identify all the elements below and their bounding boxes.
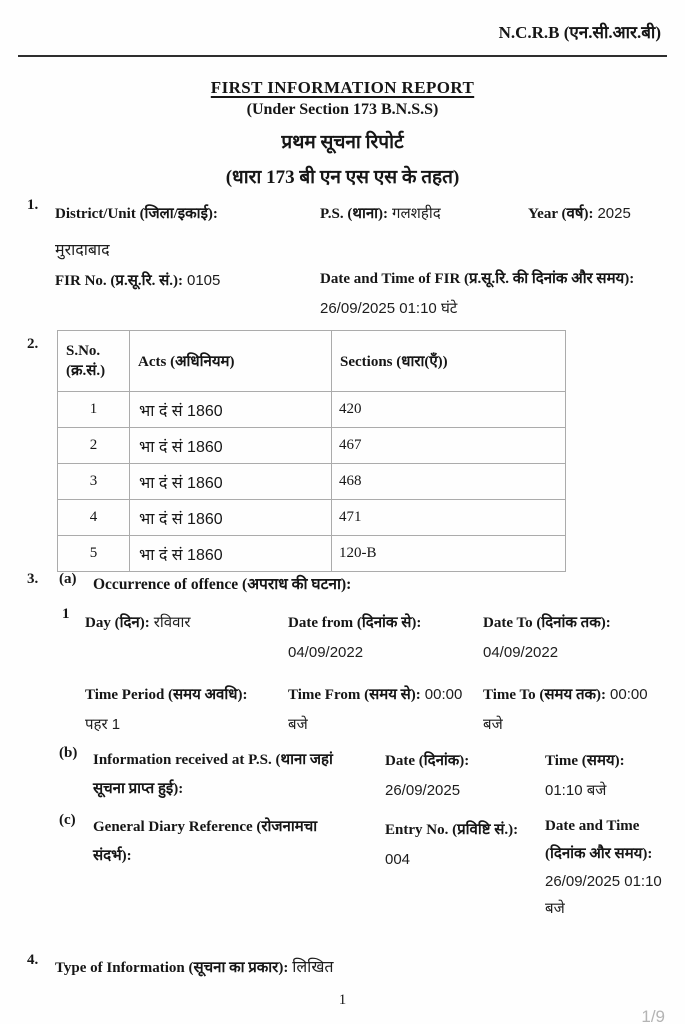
col-header-sno: S.No. (क्र.सं.) [58,331,130,392]
header-divider [18,55,667,57]
field-time-to [483,680,663,739]
time-from-label: Time From (समय से): [288,687,421,703]
time-to-label: Time To (समय तक): [483,687,607,703]
cell-sno: 2 [58,428,130,464]
field-date-to [483,608,663,667]
page-corner-watermark: 1/9 [641,1007,665,1024]
year-value: 2025 [597,205,631,222]
date-to-label: Date To (दिनांक तक): [483,615,611,631]
gd-datetime-label: Date and Time (दिनांक और समय): [545,818,653,862]
gd-entry-no-label: Entry No. (प्रविष्टि सं.): [385,822,519,838]
sub-marker-c: (c) [59,812,76,828]
type-of-information-value: लिखित [292,959,334,976]
report-title-block [0,78,685,189]
fir-number-label: FIR No. (प्र.सू.रि. सं.): [55,273,183,289]
date-to-value: 04/09/2022 [483,644,559,661]
field-district-unit [55,199,317,265]
cell-section: 467 [332,428,566,464]
district-unit-value: मुरादाबाद [55,242,110,259]
fir-number-value: 0105 [187,272,221,289]
col-header-sections: Sections (धारा(एँ)) [332,331,566,392]
field-type-of-information [55,953,575,983]
report-title: FIRST INFORMATION REPORT [210,78,475,97]
report-subtitle-hi: (धारा 173 बी एन एस एस के तहत) [225,167,460,188]
table-row [58,464,566,500]
cell-sno: 3 [58,464,130,500]
cell-act: भा दं सं 1860 [130,392,332,428]
cell-section: 120-B [332,536,566,572]
field-time-from [288,680,476,739]
sub-marker-b: (b) [59,745,78,761]
cell-act: भा दं सं 1860 [130,464,332,500]
sub-marker-a: (a) [59,571,77,587]
report-title-hi: प्रथम सूचना रिपोर्ट [281,132,404,153]
day-value: रविवार [153,614,191,631]
occurrence-row-number: 1 [62,606,70,622]
section-1-number: 1. [27,197,39,213]
field-date-from [288,608,476,667]
info-time-label: Time (समय): [545,753,625,769]
field-info-date [385,746,521,805]
field-gd-entry-no [385,815,541,875]
table-header-row [58,331,566,392]
col-header-acts: Acts (अधिनियम) [130,331,332,392]
field-day [85,608,281,638]
time-from-value: 00:00 बजे [288,686,463,733]
info-date-label: Date (दिनांक): [385,753,470,769]
cell-act: भा दं सं 1860 [130,500,332,536]
cell-sno: 5 [58,536,130,572]
section-2-number: 2. [27,336,39,352]
fir-datetime-label: Date and Time of FIR (प्र.सू.रि. की दिनांक और समय): [320,271,635,287]
time-to-value: 00:00 बजे [483,686,648,733]
info-time-value: 01:10 बजे [545,782,607,799]
report-subtitle-en: (Under Section 173 B.N.S.S) [246,101,439,118]
date-from-label: Date from (दिनांक से): [288,615,422,631]
field-time-period [85,680,263,739]
table-row [58,392,566,428]
police-station-label: P.S. (थाना): [320,206,389,222]
cell-section: 420 [332,392,566,428]
occurrence-heading: Occurrence of offence (अपराध की घटना): [93,576,352,593]
fir-datetime-value: 26/09/2025 01:10 घंटे [320,300,458,317]
table-row [58,536,566,572]
year-label: Year (वर्ष): [528,206,594,222]
district-unit-label: District/Unit (जिला/इकाई): [55,206,218,222]
section-3-number: 3. [27,571,39,587]
info-received-label: Information received at P.S. (थाना जहां सूचना प्राप्त हुई): [93,752,333,797]
table-row [58,428,566,464]
gd-datetime-value: 26/09/2025 01:10 बजे [545,873,662,917]
field-year [528,199,663,229]
type-of-information-label: Type of Information (सूचना का प्रकार): [55,960,289,976]
acts-sections-table [57,330,566,572]
time-period-value: पहर 1 [85,716,121,733]
cell-sno: 4 [58,500,130,536]
section-4-number: 4. [27,952,39,968]
gd-entry-no-value: 004 [385,851,411,868]
field-gd-datetime [545,812,671,922]
field-fir-datetime [320,264,668,323]
cell-section: 468 [332,464,566,500]
time-period-label: Time Period (समय अवधि): [85,687,248,703]
page-number: 1 [338,992,347,1008]
gd-reference-label: General Diary Reference (रोजनामचा संदर्भ): [93,819,318,864]
police-station-value: गलशहीद [392,205,441,222]
cell-section: 471 [332,500,566,536]
table-row [58,500,566,536]
cell-act: भा दं सं 1860 [130,428,332,464]
field-fir-number [55,266,317,296]
cell-act: भा दं सं 1860 [130,536,332,572]
ncrb-header: N.C.R.B (एन.सी.आर.बी) [498,23,661,42]
date-from-value: 04/09/2022 [288,644,364,661]
info-date-value: 26/09/2025 [385,782,461,799]
field-info-time [545,746,665,805]
day-label: Day (दिन): [85,615,150,631]
field-police-station [320,199,525,229]
cell-sno: 1 [58,392,130,428]
